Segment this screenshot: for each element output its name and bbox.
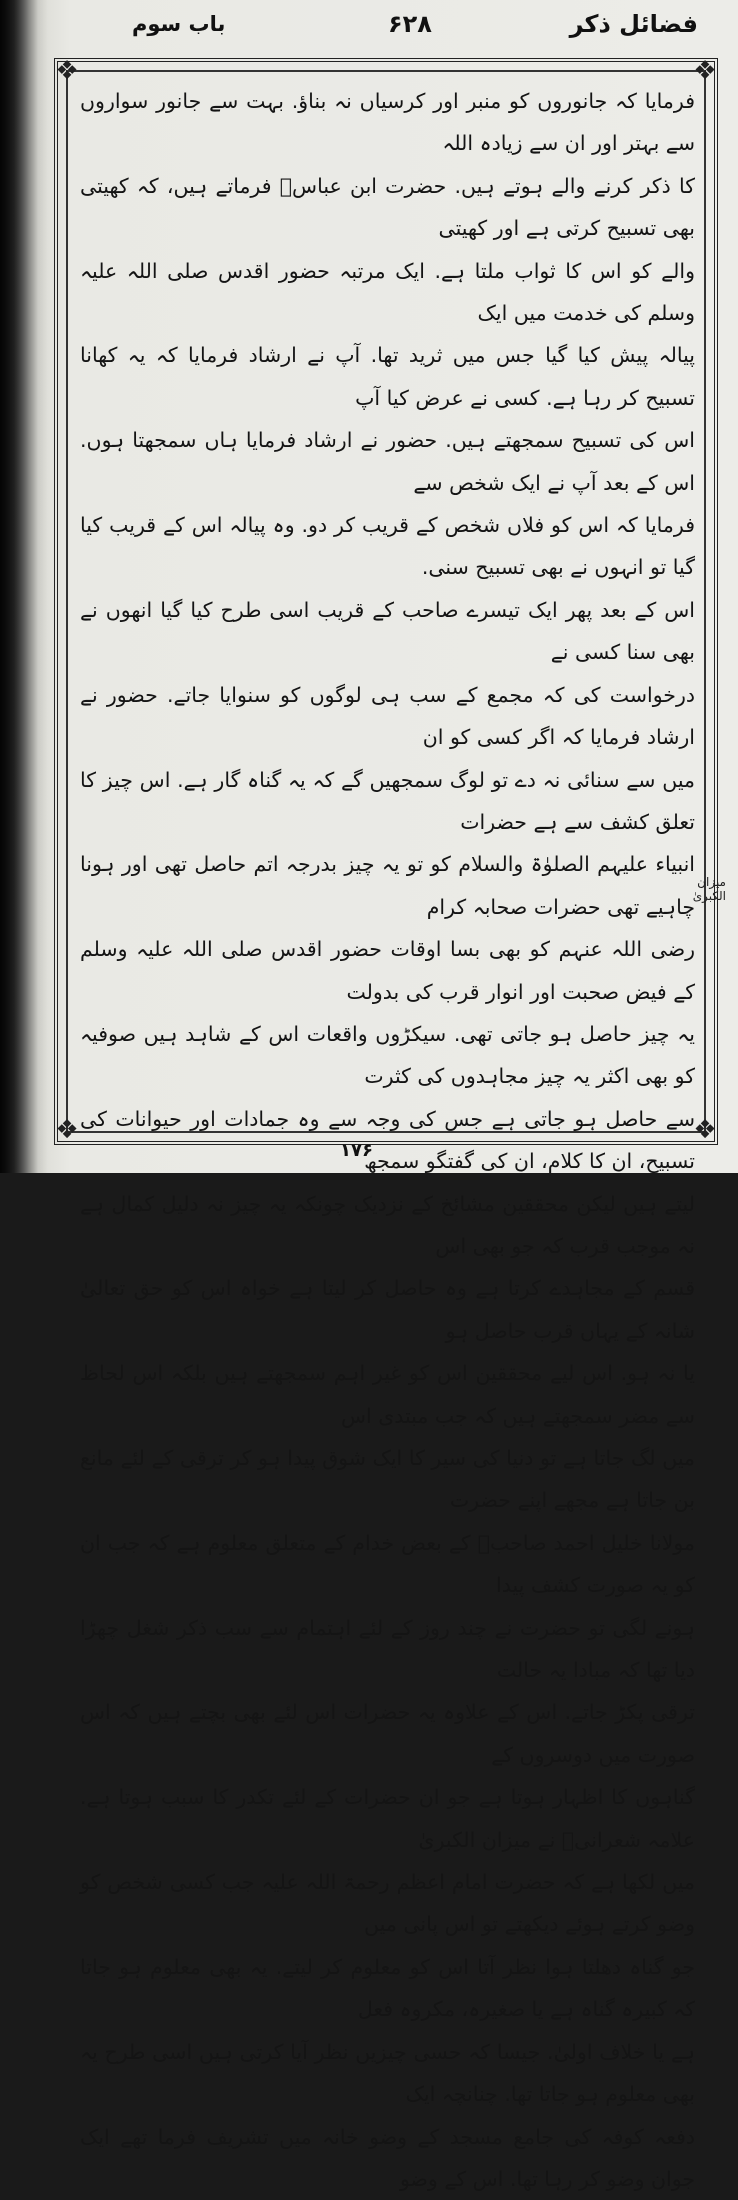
corner-ornament-icon: ❖ [52,56,82,86]
text-line: لیتے ہیں لیکن محققین مشائخ کے نزدیک چونکہ یہ چیز نہ دلیل کمال ہے نہ موجب قرب کہ جو بھی اس [80,1183,695,1268]
chapter-title: باب سوم [132,12,225,36]
text-line: میں لگ جاتا ہے تو دنیا کی سیر کا ایک شوق پیدا ہو کر ترقی کے لئے مانع بن جاتا ہے مجھے اپنے حضرت [80,1437,695,1522]
text-line: والے کو اس کا ثواب ملتا ہے. ایک مرتبہ حضور اقدس صلی اللہ علیہ وسلم کی خدمت میں ایک [80,250,695,335]
page-body-text [80,80,695,1120]
text-line: ترقی پکڑ جاتے. اس کے علاوہ یہ حضرات اس لئے بھی بچتے ہیں کہ اس صورت میں دوسروں کے [80,1691,695,1776]
header-page-number: ۶۲۸ [388,10,432,38]
text-line: مولانا خلیل احمد صاحبؒ کے بعض خدام کے متعلق معلوم ہے کہ جب ان کو یہ صورت کشف پیدا [80,1522,695,1607]
text-line: یہ چیز حاصل ہو جاتی تھی. سیکڑوں واقعات اس کے شاہد ہیں صوفیہ کو بھی اکثر یہ چیز مجاہدوں کی کثرت [80,1013,695,1098]
text-line: گناہوں کا اظہار ہوتا ہے جو ان حضرات کے لئے تکدر کا سبب ہوتا ہے. علامہ شعرانیؒ نے میزان الکبریٰ [80,1776,695,1861]
text-line: فرمایا کہ جانوروں کو منبر اور کرسیاں نہ بناؤ. بہت سے جانور سواروں سے بہتر اور ان سے زیادہ اللہ [80,80,695,165]
text-line: رضی اللہ عنہم کو بھی بسا اوقات حضور اقدس صلی اللہ علیہ وسلم کے فیض صحبت اور انوار قرب کی بدولت [80,928,695,1013]
text-line: اس کے بعد پھر ایک تیسرے صاحب کے قریب اسی طرح کیا گیا انھوں نے بھی سنا کسی نے [80,589,695,674]
text-line: ہے یا خلاف اولیٰ. جیسا کہ حسی چیزیں نظر آیا کرتی ہیں اسی طرح یہ بھی معلوم ہو جاتا تھا. چنانچہ ایک [80,2031,695,2116]
footer-page-number: ۱۷۶ [340,1140,373,1161]
text-line: یا نہ ہو. اس لیے محققین اس کو غیر اہم سمجھتے ہیں بلکہ اس لحاظ سے مضر سمجھتے ہیں کہ جب مبتدی اس [80,1352,695,1437]
text-line: پیالہ پیش کیا گیا جس میں ثرید تھا. آپ نے ارشاد فرمایا کہ یہ کھانا تسبیح کر رہا ہے. کسی نے عرض کیا آپ [80,334,695,419]
text-line: میں سے سنائی نہ دے تو لوگ سمجھیں گے کہ یہ گناہ گار ہے. اس چیز کا تعلق کشف سے ہے حضرات [80,759,695,844]
text-line: ہونے لگی تو حضرت نے چند روز کے لئے اہتمام سے سب ذکر شغل چھڑا دیا تھا کہ مبادا یہ حالت [80,1607,695,1692]
text-line: سے حاصل ہو جاتی ہے جس کی وجہ سے وہ جمادات اور حیوانات کی تسبیح، ان کا کلام، ان کی گفتگو سمجھ [80,1098,695,1183]
book-title: فضائل ذکر [570,10,698,38]
page-header [70,6,698,46]
text-line: میں لکھا ہے کہ حضرت امام اعظم رحمۃ اللہ علیہ جب کسی شخص کو وضو کرتے ہوئے دیکھتے تو اس پانی میں [80,1861,695,1946]
text-line: فرمایا کہ اس کو فلاں شخص کے قریب کر دو. وہ پیالہ اس کے قریب کیا گیا تو انہوں نے بھی تسبیح سنی. [80,504,695,589]
text-line: جو گناہ دھلتا ہوا نظر آتا اس کو معلوم کر لیتے. یہ بھی معلوم ہو جاتا کہ کبیرہ گناہ ہے یا صغیرہ، مکروہ فعل [80,1946,695,2031]
text-line: درخواست کی کہ مجمع کے سب ہی لوگوں کو سنوایا جاتے. حضور نے ارشاد فرمایا کہ اگر کسی کو ان [80,674,695,759]
text-line: انبیاء علیہم الصلوٰۃ والسلام کو تو یہ چیز بدرجہ اتم حاصل تھی اور ہونا چاہیے تھی حضرات صحابہ کرام [80,843,695,928]
corner-ornament-icon: ❖ [52,1115,82,1145]
corner-ornament-icon: ❖ [690,1115,720,1145]
text-line: اس کی تسبیح سمجھتے ہیں. حضور نے ارشاد فرمایا ہاں سمجھتا ہوں. اس کے بعد آپ نے ایک شخص سے [80,419,695,504]
text-line: قسم کے مجاہدے کرتا ہے وہ حاصل کر لیتا ہے خواہ اس کو حق تعالیٰ شانہ کے یہاں قرب حاصل ہو [80,1267,695,1352]
margin-annotation: میزان الکبریٰ [680,875,726,935]
corner-ornament-icon: ❖ [690,56,720,86]
text-line: دفعہ کوفہ کی جامع مسجد کے وضو خانہ میں تشریف فرما تھے ایک جوان وضو کر رہا تھا. اس کے وضو [80,2116,695,2200]
text-line: کا ذکر کرنے والے ہوتے ہیں. حضرت ابن عباسؓ فرماتے ہیں، کہ کھیتی بھی تسبیح کرتی ہے اور کھیتی [80,165,695,250]
book-gutter-shadow [0,0,48,1173]
